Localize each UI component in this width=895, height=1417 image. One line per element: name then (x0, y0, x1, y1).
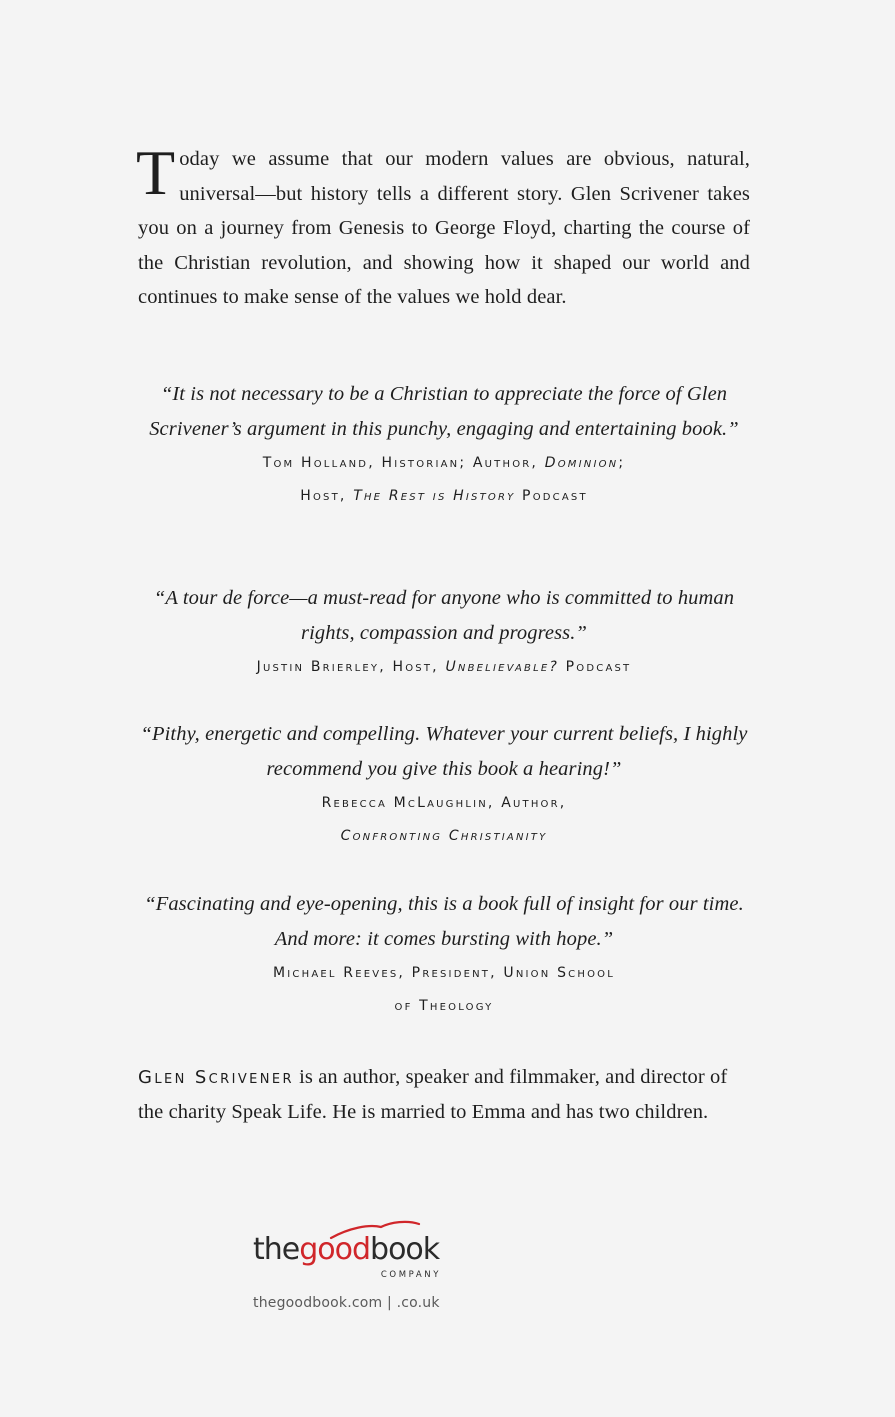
attribution-title: Dominion (544, 455, 619, 471)
attribution-title: Confronting Christianity (340, 828, 548, 844)
blurb-text: oday we assume that our modern values are obvious, natural, universal—but history tells a different story. Glen Scrivener takes you on a journey from Genesis to George Floyd, charting the course of the Christian revolution, and showing how it shaped our world and continues to make sense of the values we hold dear. (138, 148, 750, 308)
endorsement-tom-holland (138, 377, 750, 513)
attribution-text: ; (618, 455, 626, 471)
attribution-text: Podcast (559, 659, 632, 675)
attribution-line (138, 480, 750, 513)
endorsement-rebecca-mclaughlin (138, 717, 750, 853)
publisher-website: thegoodbook.com | .co.uk (253, 1295, 440, 1311)
logo-wordmark (253, 1232, 439, 1267)
endorsement-quote: “Fascinating and eye-opening, this is a book full of insight for our time. And more: it comes bursting with hope.” (144, 893, 744, 950)
attribution-line (138, 651, 750, 684)
attribution-line: Michael Reeves, President, Union School (273, 965, 615, 981)
logo-good: good (299, 1232, 371, 1267)
logo-the: the (253, 1232, 300, 1267)
endorsement-attribution (138, 651, 750, 684)
logo-book: book (370, 1232, 440, 1267)
attribution-text: Justin Brierley, Host, (256, 659, 446, 675)
author-bio (138, 1060, 750, 1129)
logo-company: COMPANY (380, 1270, 441, 1280)
attribution-title: The Rest is History (353, 488, 516, 504)
endorsement-attribution (138, 787, 750, 853)
author-name: Glen Scrivener (138, 1067, 294, 1088)
attribution-line: of Theology (394, 998, 494, 1014)
endorsement-justin-brierley (138, 581, 750, 684)
attribution-line (138, 820, 750, 853)
publisher-logo (253, 1218, 453, 1288)
bio-text: is an author, speaker and filmmaker, and director of the charity Speak Life. He is married to Emma and has two children. (138, 1066, 728, 1123)
attribution-text: Host, (300, 488, 354, 504)
attribution-title: Unbelievable? (445, 659, 559, 675)
attribution-line (138, 447, 750, 480)
attribution-text: Podcast (515, 488, 588, 504)
attribution-line: Rebecca McLaughlin, Author, (321, 795, 567, 811)
endorsement-attribution (138, 447, 750, 513)
endorsement-quote: “Pithy, energetic and compelling. Whatever your current beliefs, I highly recommend you give this book a hearing!” (140, 723, 748, 780)
book-blurb (136, 137, 750, 315)
endorsement-quote: “A tour de force—a must-read for anyone who is committed to human rights, compassion and progress.” (153, 587, 735, 644)
endorsement-michael-reeves (138, 887, 750, 1023)
drop-cap: T (136, 137, 176, 208)
endorsement-attribution (138, 957, 750, 1023)
attribution-text: Tom Holland, Historian; Author, (262, 455, 545, 471)
endorsement-quote: “It is not necessary to be a Christian to appreciate the force of Glen Scrivener’s argument in this punchy, engaging and entertaining book.” (149, 383, 739, 440)
